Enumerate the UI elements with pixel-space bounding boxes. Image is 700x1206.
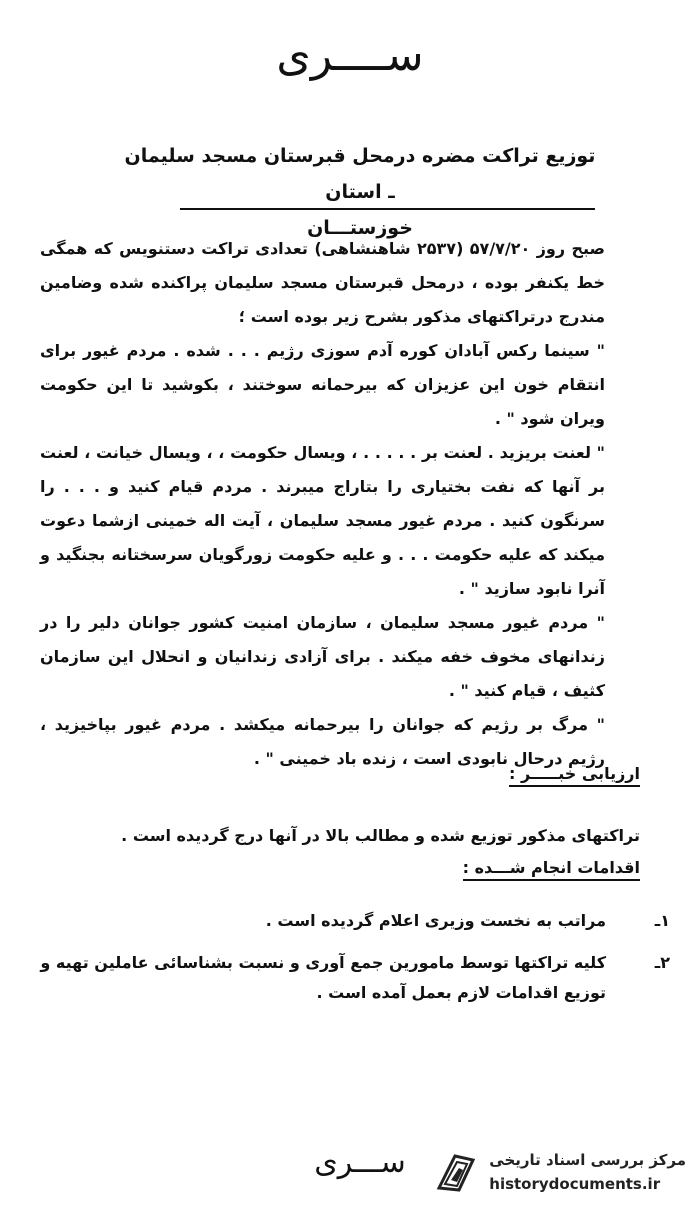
body-quote-2: " لعنت بریزید . لعنت بر . . . . . ، ویسال حکومت ، ، ویسال خیانت ، لعنت بر آنها که نفت بختیاری را بتاراج میبرند . مردم قیام کنید و . . . را سرنگون کنید . مردم غیور مسجد سلیمان ، آیت اله خمینی ازشما دعوت میکند که علیه حکومت . . . و علیه حکومت زورگویان سرسختانه بجنگید و آنرا نابود سازید " . <box>40 443 605 598</box>
document-title <box>120 138 600 246</box>
report-body <box>40 232 605 776</box>
watermark-text <box>489 1148 686 1196</box>
evaluation-heading: ارزیابی خبـــــر : <box>509 764 640 787</box>
classification-top: ســــری <box>276 30 424 81</box>
body-quote-3: " مردم غیور مسجد سلیمان ، سازمان امنیت کشور جوانان دلیر را در زندانهای مخوف خفه میکند . برای آزادی زندانیان و انحلال این سازمان کثیف ، قیام کنید " . <box>40 613 605 700</box>
title-line-1: توزیع تراکت مضره درمحل قبرستان مسجد سلیمان ـ استان <box>124 145 596 203</box>
actions-list <box>40 906 670 1020</box>
list-item <box>40 906 670 936</box>
watermark-name: مرکز بررسی اسناد تاریخی <box>489 1151 686 1169</box>
list-item <box>40 948 670 1008</box>
body-quote-1: " سینما رکس آبادان کوره آدم سوزی رژیم . . . شده . مردم غیور برای انتقام خون این عزیزان که بیرحمانه سوختند ، بکوشید تا این حکومت ویران شود " . <box>40 341 605 428</box>
body-paragraph-intro: صبح روز ۵۷/۷/۲۰ (۲۵۳۷ شاهنشاهی) تعدادی تراکت دستنویس که همگی خط یکنفر بوده ، درمحل قبرستان مسجد سلیمان پراکنده شده وضامین مندرج درتراکتهای مذکور بشرح زیر بوده است ؛ <box>40 239 605 326</box>
title-line-2: خوزستـــان <box>307 217 413 239</box>
item-number: ۱ـ <box>654 911 670 930</box>
title-underline <box>180 208 595 210</box>
watermark-site: historydocuments.ir <box>489 1175 661 1193</box>
item-number: ۲ـ <box>654 953 670 972</box>
item-text: کلیه تراکتها توسط مامورین جمع آوری و نسبت بشناسائی عاملین تهیه و توزیع اقدامات لازم بعمل آمده است . <box>40 953 606 1002</box>
evaluation-text: تراکتهای مذکور توزیع شده و مطالب بالا در آنها درج گردیده است . <box>121 826 640 845</box>
classification-bottom: ســـری <box>314 1145 406 1180</box>
document-stack-logo-icon <box>433 1148 481 1196</box>
actions-heading: اقدامات انجام شـــده : <box>463 858 640 881</box>
item-text: مراتب به نخست وزیری اعلام گردیده است . <box>265 911 606 930</box>
body-quote-4: " مرگ بر رژیم که جوانان را بیرحمانه میکشد . مردم غیور بپاخیزید ، رژیم درحال نابودی است ، زنده باد خمینی " . <box>40 715 605 768</box>
watermark <box>427 1138 692 1206</box>
